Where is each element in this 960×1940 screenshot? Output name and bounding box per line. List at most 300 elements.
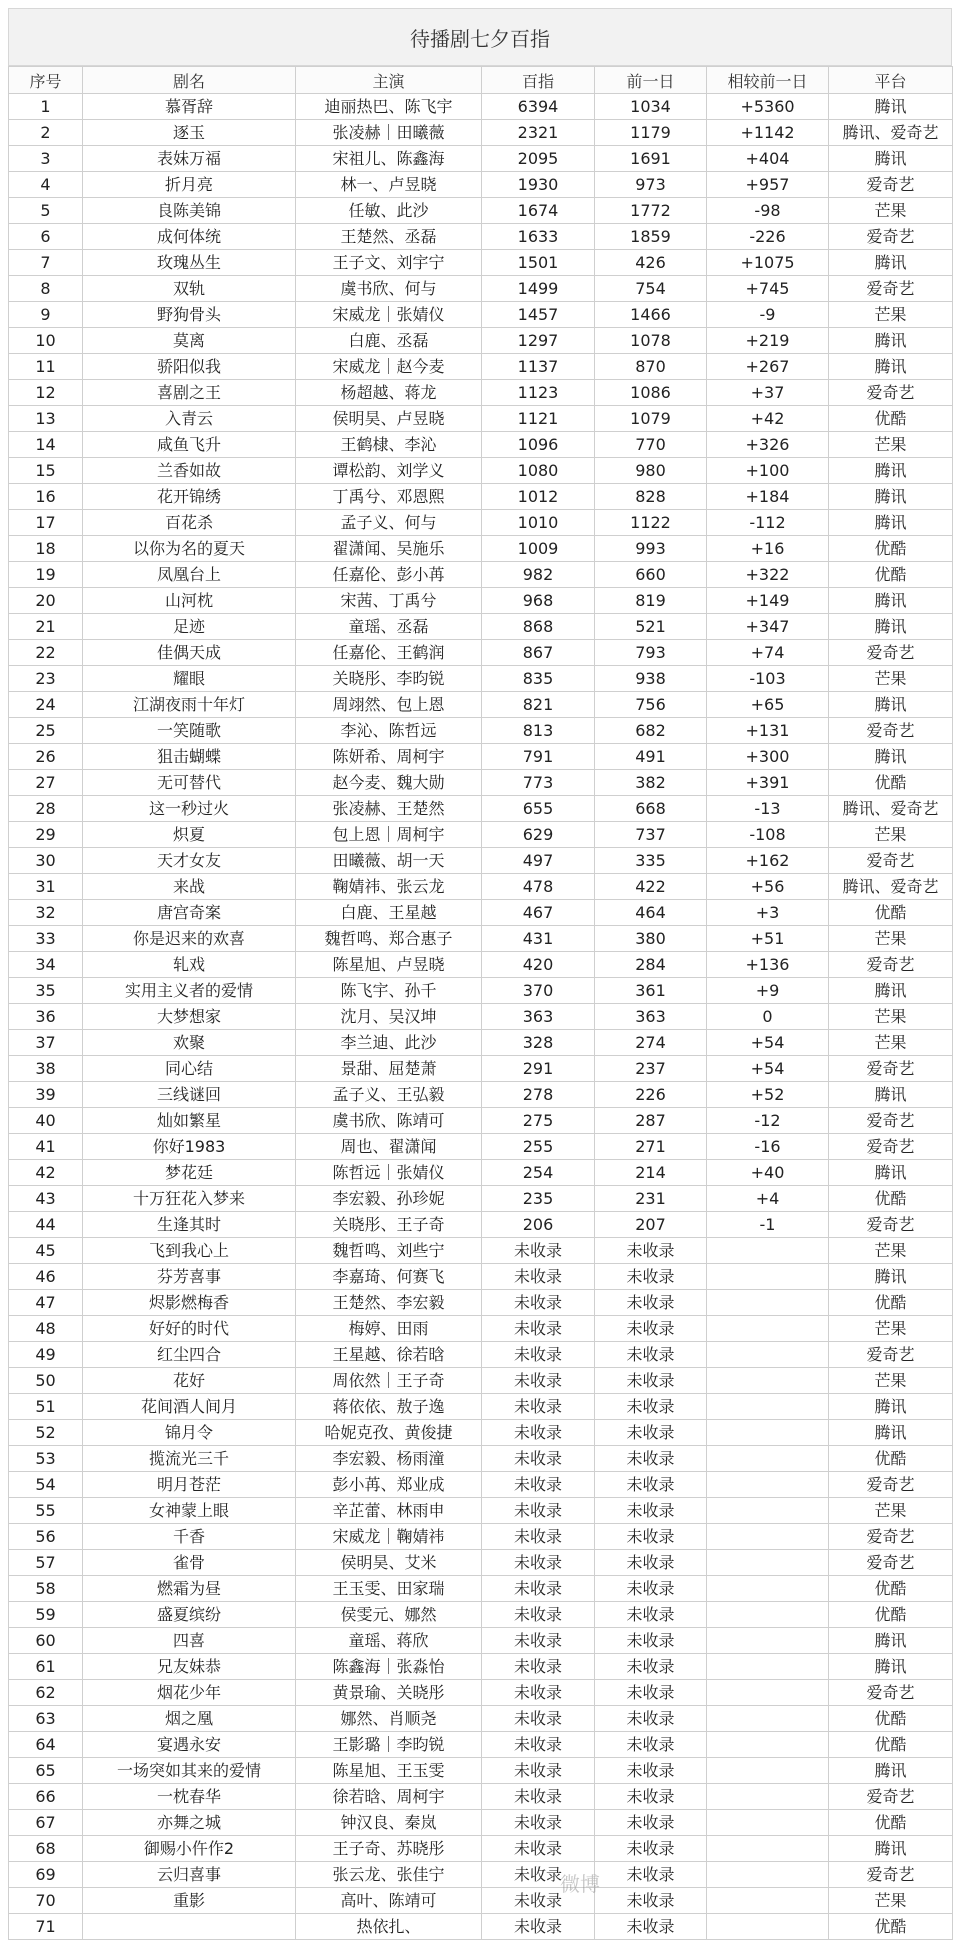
cell-cast: 虞书欣、何与: [296, 276, 482, 302]
cell-score: 未收录: [482, 1732, 595, 1758]
cell-change: [707, 1342, 829, 1368]
cell-change: [707, 1394, 829, 1420]
cell-drama: 江湖夜雨十年灯: [83, 692, 296, 718]
cell-score: 478: [482, 874, 595, 900]
cell-score: 328: [482, 1030, 595, 1056]
table-row: [9, 1836, 953, 1862]
cell-platform: 腾讯: [829, 588, 953, 614]
cell-cast: 周也、翟潇闻: [296, 1134, 482, 1160]
cell-change: +74: [707, 640, 829, 666]
cell-drama: 你是迟来的欢喜: [83, 926, 296, 952]
table-row: [9, 952, 953, 978]
cell-change: [707, 1420, 829, 1446]
cell-cast: 景甜、屈楚萧: [296, 1056, 482, 1082]
cell-score: 未收录: [482, 1524, 595, 1550]
cell-cast: 童瑶、蒋欣: [296, 1628, 482, 1654]
cell-change: +957: [707, 172, 829, 198]
cell-index: 70: [9, 1888, 83, 1914]
cell-drama: 亦舞之城: [83, 1810, 296, 1836]
cell-platform: 腾讯: [829, 1836, 953, 1862]
table-row: [9, 1394, 953, 1420]
table-row: [9, 614, 953, 640]
cell-index: 61: [9, 1654, 83, 1680]
cell-change: [707, 1680, 829, 1706]
cell-index: 40: [9, 1108, 83, 1134]
cell-index: 19: [9, 562, 83, 588]
cell-drama: 三线谜回: [83, 1082, 296, 1108]
cell-previous-day: 未收录: [595, 1862, 707, 1888]
cell-score: 未收录: [482, 1368, 595, 1394]
cell-drama: 成何体统: [83, 224, 296, 250]
cell-change: +40: [707, 1160, 829, 1186]
table-row: [9, 1420, 953, 1446]
cell-platform: 芒果: [829, 926, 953, 952]
cell-previous-day: 271: [595, 1134, 707, 1160]
cell-previous-day: 660: [595, 562, 707, 588]
cell-index: 64: [9, 1732, 83, 1758]
cell-score: 1012: [482, 484, 595, 510]
table-row: [9, 978, 953, 1004]
cell-platform: 爱奇艺: [829, 718, 953, 744]
cell-drama: 玫瑰丛生: [83, 250, 296, 276]
cell-cast: 虞书欣、陈靖可: [296, 1108, 482, 1134]
table-row: [9, 1316, 953, 1342]
cell-cast: 林一、卢昱晓: [296, 172, 482, 198]
cell-cast: 陈飞宇、孙千: [296, 978, 482, 1004]
cell-change: [707, 1862, 829, 1888]
cell-cast: 白鹿、王星越: [296, 900, 482, 926]
cell-cast: 孟子义、王弘毅: [296, 1082, 482, 1108]
cell-previous-day: 382: [595, 770, 707, 796]
cell-change: [707, 1888, 829, 1914]
cell-platform: 优酷: [829, 1186, 953, 1212]
cell-change: +347: [707, 614, 829, 640]
cell-score: 未收录: [482, 1836, 595, 1862]
cell-previous-day: 1078: [595, 328, 707, 354]
cell-platform: 腾讯: [829, 146, 953, 172]
cell-previous-day: 870: [595, 354, 707, 380]
cell-drama: 一笑随歌: [83, 718, 296, 744]
cell-change: +3: [707, 900, 829, 926]
cell-change: +404: [707, 146, 829, 172]
cell-drama: 盛夏缤纷: [83, 1602, 296, 1628]
cell-change: +149: [707, 588, 829, 614]
cell-index: 55: [9, 1498, 83, 1524]
cell-previous-day: 980: [595, 458, 707, 484]
ranking-table: [8, 66, 953, 1940]
cell-cast: 包上恩｜周柯宇: [296, 822, 482, 848]
cell-index: 63: [9, 1706, 83, 1732]
cell-score: 未收录: [482, 1290, 595, 1316]
cell-drama: 入青云: [83, 406, 296, 432]
cell-score: 未收录: [482, 1550, 595, 1576]
table-row: [9, 1368, 953, 1394]
cell-drama: 以你为名的夏天: [83, 536, 296, 562]
cell-index: 45: [9, 1238, 83, 1264]
cell-platform: 爱奇艺: [829, 1550, 953, 1576]
cell-drama: 一场突如其来的爱情: [83, 1758, 296, 1784]
cell-previous-day: 284: [595, 952, 707, 978]
cell-score: 未收录: [482, 1498, 595, 1524]
cell-change: -1: [707, 1212, 829, 1238]
cell-score: 235: [482, 1186, 595, 1212]
cell-platform: 腾讯: [829, 458, 953, 484]
cell-drama: 飞到我心上: [83, 1238, 296, 1264]
cell-index: 54: [9, 1472, 83, 1498]
table-row: [9, 1472, 953, 1498]
cell-change: +219: [707, 328, 829, 354]
cell-cast: 侯明昊、艾米: [296, 1550, 482, 1576]
cell-drama: 你好1983: [83, 1134, 296, 1160]
cell-previous-day: 未收录: [595, 1446, 707, 1472]
cell-drama: 揽流光三千: [83, 1446, 296, 1472]
cell-index: 16: [9, 484, 83, 510]
cell-previous-day: 未收录: [595, 1576, 707, 1602]
cell-drama: 锦月令: [83, 1420, 296, 1446]
table-row: [9, 406, 953, 432]
cell-score: 1096: [482, 432, 595, 458]
cell-score: 291: [482, 1056, 595, 1082]
cell-previous-day: 422: [595, 874, 707, 900]
cell-previous-day: 未收录: [595, 1420, 707, 1446]
cell-score: 1080: [482, 458, 595, 484]
cell-platform: 腾讯、爱奇艺: [829, 796, 953, 822]
cell-index: 18: [9, 536, 83, 562]
cell-change: +42: [707, 406, 829, 432]
cell-previous-day: 793: [595, 640, 707, 666]
cell-previous-day: 756: [595, 692, 707, 718]
cell-score: 497: [482, 848, 595, 874]
cell-index: 38: [9, 1056, 83, 1082]
table-row: [9, 302, 953, 328]
cell-previous-day: 380: [595, 926, 707, 952]
cell-cast: 宋威龙｜鞠婧祎: [296, 1524, 482, 1550]
cell-drama: 佳偶天成: [83, 640, 296, 666]
cell-platform: 芒果: [829, 1888, 953, 1914]
cell-score: 2321: [482, 120, 595, 146]
cell-cast: 侯明昊、卢昱晓: [296, 406, 482, 432]
cell-score: 655: [482, 796, 595, 822]
cell-platform: 优酷: [829, 1706, 953, 1732]
cell-cast: 宋茜、丁禹兮: [296, 588, 482, 614]
table-row: [9, 1602, 953, 1628]
cell-previous-day: 668: [595, 796, 707, 822]
cell-score: 未收录: [482, 1706, 595, 1732]
cell-index: 7: [9, 250, 83, 276]
cell-score: 未收录: [482, 1654, 595, 1680]
cell-change: +51: [707, 926, 829, 952]
cell-score: 未收录: [482, 1264, 595, 1290]
table-row: [9, 1810, 953, 1836]
cell-drama: 明月苍茫: [83, 1472, 296, 1498]
cell-score: 467: [482, 900, 595, 926]
cell-change: [707, 1498, 829, 1524]
cell-score: 1930: [482, 172, 595, 198]
table-row: [9, 380, 953, 406]
table-row: [9, 1862, 953, 1888]
cell-change: -103: [707, 666, 829, 692]
cell-previous-day: 938: [595, 666, 707, 692]
cell-previous-day: 335: [595, 848, 707, 874]
cell-platform: 优酷: [829, 1602, 953, 1628]
cell-change: +1142: [707, 120, 829, 146]
table-row: [9, 484, 953, 510]
table-row: [9, 1264, 953, 1290]
cell-platform: 腾讯: [829, 1394, 953, 1420]
table-row: [9, 432, 953, 458]
cell-platform: 爱奇艺: [829, 1108, 953, 1134]
table-row: [9, 1576, 953, 1602]
cell-score: 1633: [482, 224, 595, 250]
cell-platform: 腾讯: [829, 978, 953, 1004]
cell-score: 867: [482, 640, 595, 666]
cell-previous-day: 226: [595, 1082, 707, 1108]
cell-cast: 李宏毅、孙珍妮: [296, 1186, 482, 1212]
cell-score: 1499: [482, 276, 595, 302]
cell-cast: 黄景瑜、关晓彤: [296, 1680, 482, 1706]
cell-drama: 来战: [83, 874, 296, 900]
table-row: [9, 1004, 953, 1030]
cell-change: +65: [707, 692, 829, 718]
cell-cast: 陈哲远｜张婧仪: [296, 1160, 482, 1186]
cell-cast: 王星越、徐若晗: [296, 1342, 482, 1368]
cell-index: 27: [9, 770, 83, 796]
table-row: [9, 1706, 953, 1732]
cell-index: 32: [9, 900, 83, 926]
cell-platform: 腾讯: [829, 510, 953, 536]
cell-index: 52: [9, 1420, 83, 1446]
cell-cast: 白鹿、丞磊: [296, 328, 482, 354]
cell-cast: 鞠婧祎、张云龙: [296, 874, 482, 900]
cell-change: +322: [707, 562, 829, 588]
cell-change: -98: [707, 198, 829, 224]
cell-drama: 花间酒人间月: [83, 1394, 296, 1420]
cell-previous-day: 未收录: [595, 1342, 707, 1368]
cell-drama: 折月亮: [83, 172, 296, 198]
cell-index: 6: [9, 224, 83, 250]
cell-drama: 一枕春华: [83, 1784, 296, 1810]
cell-index: 31: [9, 874, 83, 900]
cell-cast: 张凌赫｜田曦薇: [296, 120, 482, 146]
cell-cast: 任嘉伦、彭小苒: [296, 562, 482, 588]
cell-change: [707, 1784, 829, 1810]
table-row: [9, 172, 953, 198]
table-row: [9, 926, 953, 952]
cell-score: 278: [482, 1082, 595, 1108]
cell-change: [707, 1706, 829, 1732]
cell-index: 10: [9, 328, 83, 354]
cell-score: 255: [482, 1134, 595, 1160]
cell-drama: 芬芳喜事: [83, 1264, 296, 1290]
table-row: [9, 276, 953, 302]
table-row: [9, 120, 953, 146]
cell-previous-day: 828: [595, 484, 707, 510]
cell-platform: 腾讯: [829, 1082, 953, 1108]
cell-platform: 优酷: [829, 770, 953, 796]
cell-previous-day: 682: [595, 718, 707, 744]
cell-change: [707, 1914, 829, 1940]
cell-score: 未收录: [482, 1680, 595, 1706]
cell-previous-day: 未收录: [595, 1290, 707, 1316]
cell-index: 23: [9, 666, 83, 692]
cell-change: -12: [707, 1108, 829, 1134]
cell-previous-day: 未收录: [595, 1888, 707, 1914]
table-row: [9, 588, 953, 614]
cell-cast: 陈妍希、周柯宇: [296, 744, 482, 770]
cell-previous-day: 未收录: [595, 1368, 707, 1394]
cell-index: 49: [9, 1342, 83, 1368]
cell-platform: 爱奇艺: [829, 1680, 953, 1706]
cell-drama: 雀骨: [83, 1550, 296, 1576]
cell-previous-day: 未收录: [595, 1394, 707, 1420]
cell-platform: 优酷: [829, 1914, 953, 1940]
cell-index: 44: [9, 1212, 83, 1238]
cell-index: 69: [9, 1862, 83, 1888]
cell-change: [707, 1602, 829, 1628]
cell-previous-day: 1179: [595, 120, 707, 146]
cell-previous-day: 491: [595, 744, 707, 770]
cell-index: 50: [9, 1368, 83, 1394]
cell-index: 41: [9, 1134, 83, 1160]
cell-drama: 灿如繁星: [83, 1108, 296, 1134]
cell-change: [707, 1576, 829, 1602]
cell-platform: 芒果: [829, 302, 953, 328]
cell-previous-day: 207: [595, 1212, 707, 1238]
cell-platform: 爱奇艺: [829, 224, 953, 250]
cell-change: +326: [707, 432, 829, 458]
table-row: [9, 848, 953, 874]
cell-index: 48: [9, 1316, 83, 1342]
cell-change: -9: [707, 302, 829, 328]
cell-previous-day: 未收录: [595, 1238, 707, 1264]
cell-index: 37: [9, 1030, 83, 1056]
table-row: [9, 1550, 953, 1576]
cell-cast: 王子文、刘宇宁: [296, 250, 482, 276]
cell-cast: 彭小苒、郑业成: [296, 1472, 482, 1498]
cell-platform: 爱奇艺: [829, 1862, 953, 1888]
table-row: [9, 1030, 953, 1056]
cell-platform: 腾讯、爱奇艺: [829, 874, 953, 900]
cell-index: 36: [9, 1004, 83, 1030]
cell-change: +184: [707, 484, 829, 510]
cell-index: 56: [9, 1524, 83, 1550]
cell-index: 12: [9, 380, 83, 406]
cell-platform: 优酷: [829, 1290, 953, 1316]
sheet: [8, 8, 952, 1940]
cell-previous-day: 未收录: [595, 1264, 707, 1290]
cell-drama: 凤凰台上: [83, 562, 296, 588]
cell-previous-day: 237: [595, 1056, 707, 1082]
table-row: [9, 1342, 953, 1368]
cell-score: 未收录: [482, 1472, 595, 1498]
cell-drama: 花开锦绣: [83, 484, 296, 510]
cell-cast: 宋威龙｜张婧仪: [296, 302, 482, 328]
cell-score: 未收录: [482, 1628, 595, 1654]
cell-score: 未收录: [482, 1420, 595, 1446]
table-body: [9, 94, 953, 1940]
cell-change: +16: [707, 536, 829, 562]
table-row: [9, 718, 953, 744]
cell-platform: 芒果: [829, 198, 953, 224]
table-row: [9, 94, 953, 120]
cell-platform: 腾讯: [829, 484, 953, 510]
table-row: [9, 822, 953, 848]
cell-index: 15: [9, 458, 83, 484]
cell-index: 35: [9, 978, 83, 1004]
table-row: [9, 1186, 953, 1212]
table-row: [9, 744, 953, 770]
table-row: [9, 1108, 953, 1134]
cell-previous-day: 214: [595, 1160, 707, 1186]
cell-platform: 爱奇艺: [829, 952, 953, 978]
cell-change: +300: [707, 744, 829, 770]
cell-cast: 李嘉琦、何赛飞: [296, 1264, 482, 1290]
cell-change: +5360: [707, 94, 829, 120]
cell-change: +56: [707, 874, 829, 900]
cell-platform: 优酷: [829, 562, 953, 588]
cell-platform: 爱奇艺: [829, 640, 953, 666]
cell-index: 13: [9, 406, 83, 432]
cell-previous-day: 未收录: [595, 1732, 707, 1758]
cell-index: 34: [9, 952, 83, 978]
cell-index: 62: [9, 1680, 83, 1706]
table-row: [9, 1498, 953, 1524]
cell-score: 未收录: [482, 1758, 595, 1784]
cell-previous-day: 未收录: [595, 1472, 707, 1498]
cell-score: 1010: [482, 510, 595, 536]
cell-drama: 重影: [83, 1888, 296, 1914]
header-platform: 平台: [829, 67, 953, 94]
cell-change: 0: [707, 1004, 829, 1030]
cell-drama: [83, 1914, 296, 1940]
table-row: [9, 1212, 953, 1238]
table-title: 待播剧七夕百指: [8, 8, 952, 66]
cell-drama: 宴遇永安: [83, 1732, 296, 1758]
cell-score: 未收录: [482, 1810, 595, 1836]
cell-score: 未收录: [482, 1784, 595, 1810]
cell-cast: 陈鑫海｜张淼怡: [296, 1654, 482, 1680]
cell-cast: 魏哲鸣、刘些宁: [296, 1238, 482, 1264]
cell-cast: 李宏毅、杨雨潼: [296, 1446, 482, 1472]
cell-drama: 逐玉: [83, 120, 296, 146]
cell-index: 14: [9, 432, 83, 458]
cell-score: 370: [482, 978, 595, 1004]
cell-drama: 耀眼: [83, 666, 296, 692]
cell-index: 3: [9, 146, 83, 172]
cell-score: 2095: [482, 146, 595, 172]
cell-drama: 炽夏: [83, 822, 296, 848]
cell-score: 未收录: [482, 1238, 595, 1264]
cell-cast: 热依扎、: [296, 1914, 482, 1940]
cell-change: +37: [707, 380, 829, 406]
cell-previous-day: 未收录: [595, 1810, 707, 1836]
cell-previous-day: 未收录: [595, 1706, 707, 1732]
cell-cast: 娜然、肖顺尧: [296, 1706, 482, 1732]
cell-platform: 腾讯: [829, 250, 953, 276]
cell-drama: 欢聚: [83, 1030, 296, 1056]
cell-cast: 田曦薇、胡一天: [296, 848, 482, 874]
cell-score: 未收录: [482, 1342, 595, 1368]
cell-cast: 魏哲鸣、郑合惠子: [296, 926, 482, 952]
watermark: 微博: [560, 1872, 600, 1896]
cell-platform: 芒果: [829, 666, 953, 692]
cell-platform: 腾讯: [829, 1758, 953, 1784]
cell-drama: 好好的时代: [83, 1316, 296, 1342]
cell-cast: 梅婷、田雨: [296, 1316, 482, 1342]
cell-platform: 腾讯: [829, 744, 953, 770]
table-row: [9, 1524, 953, 1550]
table-row: [9, 900, 953, 926]
